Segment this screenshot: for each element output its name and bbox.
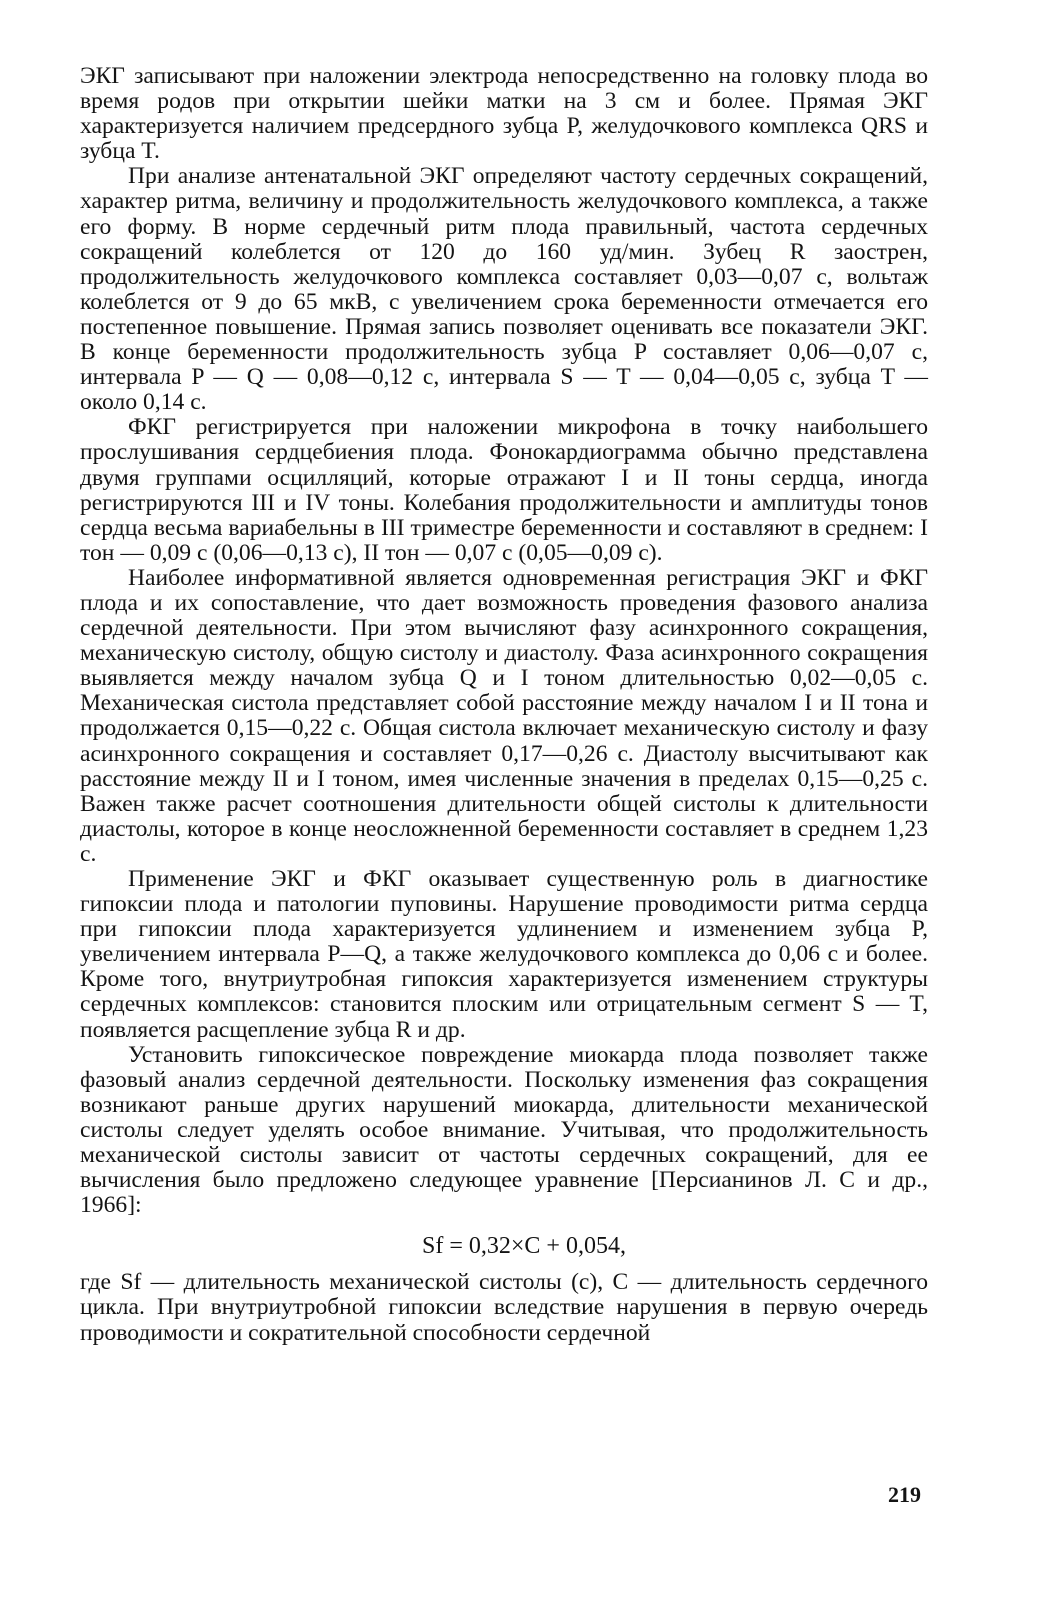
paragraph-1: ЭКГ записывают при наложении электрода непосредственно на головку плода во время родов при открытии шейки матки на 3 см и более. Прямая ЭКГ характеризуется наличием предсердного зубца P, желудочкового комплекса QRS и зубца T. [80, 63, 928, 165]
equation: Sf = 0,32×C + 0,054, [422, 1233, 626, 1260]
paragraph-3: ФКГ регистрируется при наложении микрофона в точку наибольшего прослушивания сердцебиения плода. Фонокардиограмма обычно представлена двумя группами осцилляций, которые отражают I и II тоны сердца, иногда регистрируются III и IV тоны. Колебания продолжительности и амплитуды тонов сердца весьма вариабельны в III триместре беременности и составляют в среднем: I тон — 0,09 с (0,06—0,13 с), II тон — 0,07 с (0,05—0,09 с). [80, 414, 928, 566]
page-number: 219 [888, 1482, 921, 1507]
paragraph-7: где Sf — длительность механической систолы (с), C — длительность сердечного цикла. При внутриутробной гипоксии вследствие нарушения в первую очередь проводимости и сократительной способности сердечной [80, 1269, 928, 1346]
paragraph-2: При анализе антенатальной ЭКГ определяют частоту сердечных сокращений, характер ритма, величину и продолжительность желудочкового комплекса, а также его форму. В норме сердечный ритм плода правильный, частота сердечных сокращений колеблется от 120 до 160 уд/мин. Зубец R заострен, продолжительность желудочкового комплекса составляет 0,03—0,07 с, вольтаж колеблется от 9 до 65 мкВ, с увеличением срока беременности отмечается его постепенное повышение. Прямая запись позволяет оценивать все показатели ЭКГ. В конце беременности продолжительность зубца P составляет 0,06—0,07 с, интервала P — Q — 0,08—0,12 с, интервала S — T — 0,04—0,05 с, зубца T — около 0,14 с. [80, 163, 928, 416]
paragraph-4: Наиболее информативной является одновременная регистрация ЭКГ и ФКГ плода и их сопоставление, что дает возможность проведения фазового анализа сердечной деятельности. При этом вычисляют фазу асинхронного сокращения, механическую систолу, общую систолу и диастолу. Фаза асинхронного сокращения выявляется между началом зубца Q и I тоном длительностью 0,02—0,05 с. Механическая систола представляет собой расстояние между началом I и II тона и продолжается 0,15—0,22 с. Общая систола включает механическую систолу и фазу асинхронного сокращения и составляет 0,17—0,26 с. Диастолу высчитывают как расстояние между II и I тоном, имея численные значения в пределах 0,15—0,25 с. Важен также расчет соотношения длительности общей систолы к длительности диастолы, которое в конце неосложненной беременности составляет в среднем 1,23 с. [80, 564, 928, 867]
paragraph-6: Установить гипоксическое повреждение миокарда плода позволяет также фазовый анализ сердечной деятельности. Поскольку изменения фаз сокращения возникают раньше других нарушений миокарда, длительности механической систолы следует уделять особое внимание. Учитывая, что продолжительность механической систолы зависит от частоты сердечных сокращений, для ее вычисления было предложено следующее уравнение [Персианинов Л. С и др., 1966]: [80, 1041, 928, 1219]
paragraph-5: Применение ЭКГ и ФКГ оказывает существенную роль в диагностике гипоксии плода и патологии пуповины. Нарушение проводимости ритма сердца при гипоксии плода характеризуется удлинением и изменением зубца P, увеличением интервала P—Q, а также желудочкового комплекса до 0,06 с и более. Кроме того, внутриутробная гипоксия характеризуется изменением структуры сердечных комплексов: становится плоским или отрицательным сегмент S — T, появляется расщепление зубца R и др. [80, 866, 928, 1043]
